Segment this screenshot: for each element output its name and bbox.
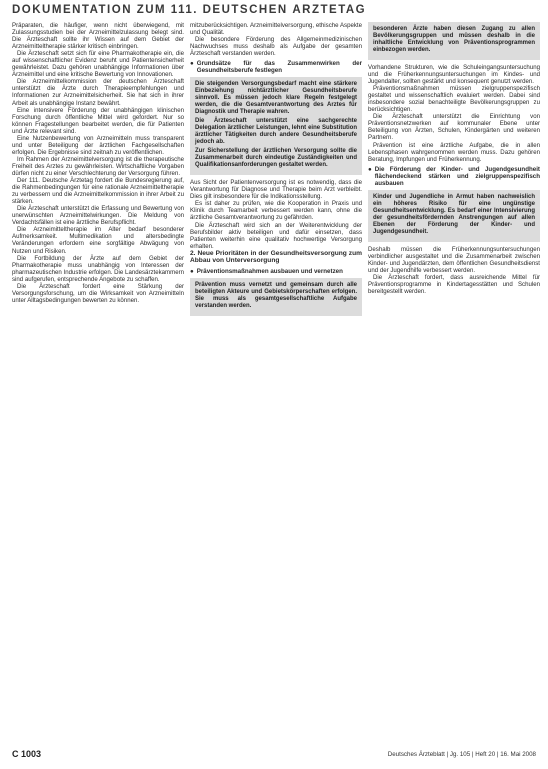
highlight-box (368, 22, 540, 60)
paragraph: Die Ärzteschaft setzt sich für eine Pharmakotherapie ein, die auf wissenschaftlicher Evidenz beruht und Patientensicherheit gewährleistet. Dazu gehören unabhängige Informationen über Arzneimittel und eine kritische Bewertung von Innovationen. (12, 50, 184, 79)
bullet-text: Grundsätze für das Zusammenwirken der Gesundheitsberufe festlegen (196, 60, 362, 75)
paragraph: Deshalb müssen die Früherkennungsuntersuchungen verbindlicher ausgestaltet und die Zusammenarbeit zwischen Kinder- und Jugendärzten, dem öffentlichen Gesundheitsdienst und der Jugendhilfe verbessert werden. (368, 245, 540, 274)
paragraph: Aus Sicht der Patientenversorgung ist es notwendig, dass die Verantwortung für Diagnose und Therapie beim Arzt verbleibt. Dies gilt insbesondere für die Indikationsstellung. (190, 179, 362, 201)
highlight-box (190, 278, 362, 316)
bullet-icon: ● (368, 165, 372, 173)
bullet-heading (190, 268, 362, 275)
column-right (368, 22, 540, 295)
paragraph: mitzuberücksichtigen. Arzneimittelversorgung, ethische Aspekte und Qualität. (190, 22, 362, 37)
paragraph: Der 111. Deutsche Ärztetag fordert die Bundesregierung auf, die Rahmenbedingungen für eine rationale Arzneimitteltherapie zu verbessern und die Arzneimittelkommission in ihrer Arbeit zu stärken. (12, 177, 184, 206)
box-paragraph: Zur Sicherstellung der ärztlichen Versorgung sollte die Zusammenarbeit durch eindeutige Zuständigkeiten und Qualifikationsanforderungen gestaltet werden. (195, 148, 357, 169)
paragraph: Die besondere Förderung des Allgemeinmedizinischen Nachwuchses muss deshalb als Aufgabe der gesamten Ärzteschaft verstanden werden. (190, 36, 362, 58)
paragraph: Vorhandene Strukturen, wie die Schuleingangsuntersuchung und die Früherkennungsuntersuchungen im Kindes- und Jugendalter, sollten gestärkt und konsequent genutzt werden. (368, 64, 540, 86)
paragraph: Im Rahmen der Arzneimittelversorgung ist die therapeutische Freiheit des Arztes zu gewährleisten. Wirtschaftliche Vorgaben dürfen nicht zu einer Verschlechterung der Versorgung führen. (12, 155, 184, 177)
highlight-box (190, 77, 362, 175)
paragraph: Präventionsmaßnahmen müssen zielgruppenspezifisch gestaltet und wissenschaftlich evaluiert werden. Dabei sind insbesondere sozial benachteiligte Bevölkerungsgruppen zu berücksichtigen. (368, 85, 540, 114)
journal-citation: Deutsches Ärzteblatt | Jg. 105 | Heft 20 | 16. Mai 2008 (387, 751, 536, 758)
paragraph: Die Ärzteschaft unterstützt die Erfassung und Bewertung von unerwünschten Arzneimittelwirkungen. Die Meldung von Verdachtsfällen ist eine ärztliche Berufspflicht. (12, 205, 184, 227)
bullet-heading (190, 60, 362, 74)
bullet-text: Die Förderung der Kinder- und Jugendgesundheit flächendeckend stärken und zielgruppenspezifisch ausbauen (374, 165, 540, 187)
paragraph: Die Fortbildung der Ärzte auf dem Gebiet der Pharmakotherapie muss unabhängig von Interessen der pharmazeutischen Industrie erfolgen. Die Landesärztekammern sind aufgerufen, entsprechende Angebote zu schaffen. (12, 254, 184, 283)
paragraph: Eine Nutzenbewertung von Arzneimitteln muss transparent und unter Beteiligung der ärztlichen Fachgesellschaften erfolgen. Die Ergebnisse sind zeitnah zu veröffentlichen. (12, 134, 184, 156)
bullet-heading (368, 166, 540, 187)
box-paragraph: besonderen Ärzte haben diesen Zugang zu allen Bevölkerungsgruppen und müssen deshalb in die inhaltliche Entwicklung von Präventionsprogrammen einbezogen werden. (373, 26, 535, 53)
page-header: DOKUMENTATION ZUM 111. DEUTSCHEN ÄRZTETAG (12, 4, 367, 16)
box-paragraph: Kinder und Jugendliche in Armut haben nachweislich ein höheres Risiko für eine ungünstige Gesundheitsentwicklung. Es bedarf einer Intensivierung der gesundheitsfördernden Anstrengungen auf allen Ebenen der Förderung der Kinder- und Jugendgesundheit. (373, 193, 535, 235)
bullet-icon: ● (190, 267, 194, 275)
paragraph: Prävention ist eine ärztliche Aufgabe, die in allen Lebensphasen wahrgenommen werden muss. Dazu gehören Beratung, Impfungen und Früherkennung. (368, 141, 540, 163)
box-paragraph: Prävention muss vernetzt und gemeinsam durch alle beteiligten Akteure und Gebietskörperschaften erfolgen. Sie muss als gesamtgesellschaftliche Aufgabe verstanden werden. (195, 281, 357, 309)
paragraph: Eine intensivere Förderung der unabhängigen klinischen Forschung durch öffentliche Mittel wird gefordert. Nur so können Fragestellungen bearbeitet werden, die für Patienten und Ärzte relevant sind. (12, 106, 184, 135)
paragraph: Es ist daher zu prüfen, wie die Kooperation in Praxis und Klinik durch Teamarbeit verbessert werden kann, ohne die ärztliche Gesamtverantwortung zu gefährden. (190, 200, 362, 222)
paragraph: Die Ärzteschaft unterstützt die Einrichtung von Präventionsnetzwerken auf kommunaler Ebene unter Beteiligung von Ärzten, Schulen, Kindergärten und weiteren Partnern. (368, 113, 540, 142)
box-paragraph: Die steigenden Versorgungsbedarf macht eine stärkere Einbeziehung nichtärztlicher Gesundheitsberufe sinnvoll. Es müssen jedoch klare Regeln festgelegt werden, die die Gesamtverantwortung des Arztes für Diagnostik und Therapie wahren. (195, 81, 357, 116)
column-middle (190, 22, 362, 320)
paragraph: Die Ärzteschaft fordert, dass ausreichende Mittel für Präventionsprogramme in Kindertagesstätten und Schulen bereitgestellt werden. (368, 273, 540, 295)
section-heading: 2. Neue Prioritäten in der Gesundheitsversorgung zum Abbau von Unterversorgung (190, 249, 362, 265)
paragraph: Die Ärzteschaft wird sich an der Weiterentwicklung der Berufsbilder aktiv beteiligen und dafür einsetzen, dass Patienten weiterhin eine qualitativ hochwertige Versorgung erhalten. (190, 221, 362, 250)
paragraph: Präparaten, die häufiger, wenn nicht überwiegend, mit Zulassungsstudien bei der Arzneimittelzulassung belegt sind. Die Ärzteschaft sollte ihr Wissen auf dem Gebiet der Arzneimitteltherapie stärker kritisch einbringen. (12, 22, 184, 51)
box-paragraph: Die Ärzteschaft unterstützt eine sachgerechte Delegation ärztlicher Leistungen, lehnt eine Substitution ärztlicher Tätigkeiten durch andere Gesundheitsberufe jedoch ab. (195, 118, 357, 146)
paragraph: Die Arzneimittelkommission der deutschen Ärzteschaft unterstützt die Ärzte durch Therapieempfehlungen und Informationen zur Arzneimittelsicherheit. Sie hat sich in ihrer Arbeit als unabhängige Instanz bewährt. (12, 78, 184, 107)
column-left (12, 22, 184, 304)
bullet-text: Präventionsmaßnahmen ausbauen und vernetzen (196, 267, 343, 275)
bullet-icon: ● (190, 60, 194, 68)
highlight-box (368, 190, 540, 242)
paragraph: Die Ärzteschaft fordert eine Stärkung der Versorgungsforschung, um die Wirksamkeit von Arzneimitteln unter Alltagsbedingungen bewerten zu können. (12, 282, 184, 304)
page-number: C 1003 (12, 749, 42, 759)
paragraph: Die Arzneimitteltherapie im Alter bedarf besonderer Aufmerksamkeit. Multimedikation und altersbedingte Veränderungen erfordern eine sorgfältige Abwägung von Nutzen und Risiken. (12, 226, 184, 255)
